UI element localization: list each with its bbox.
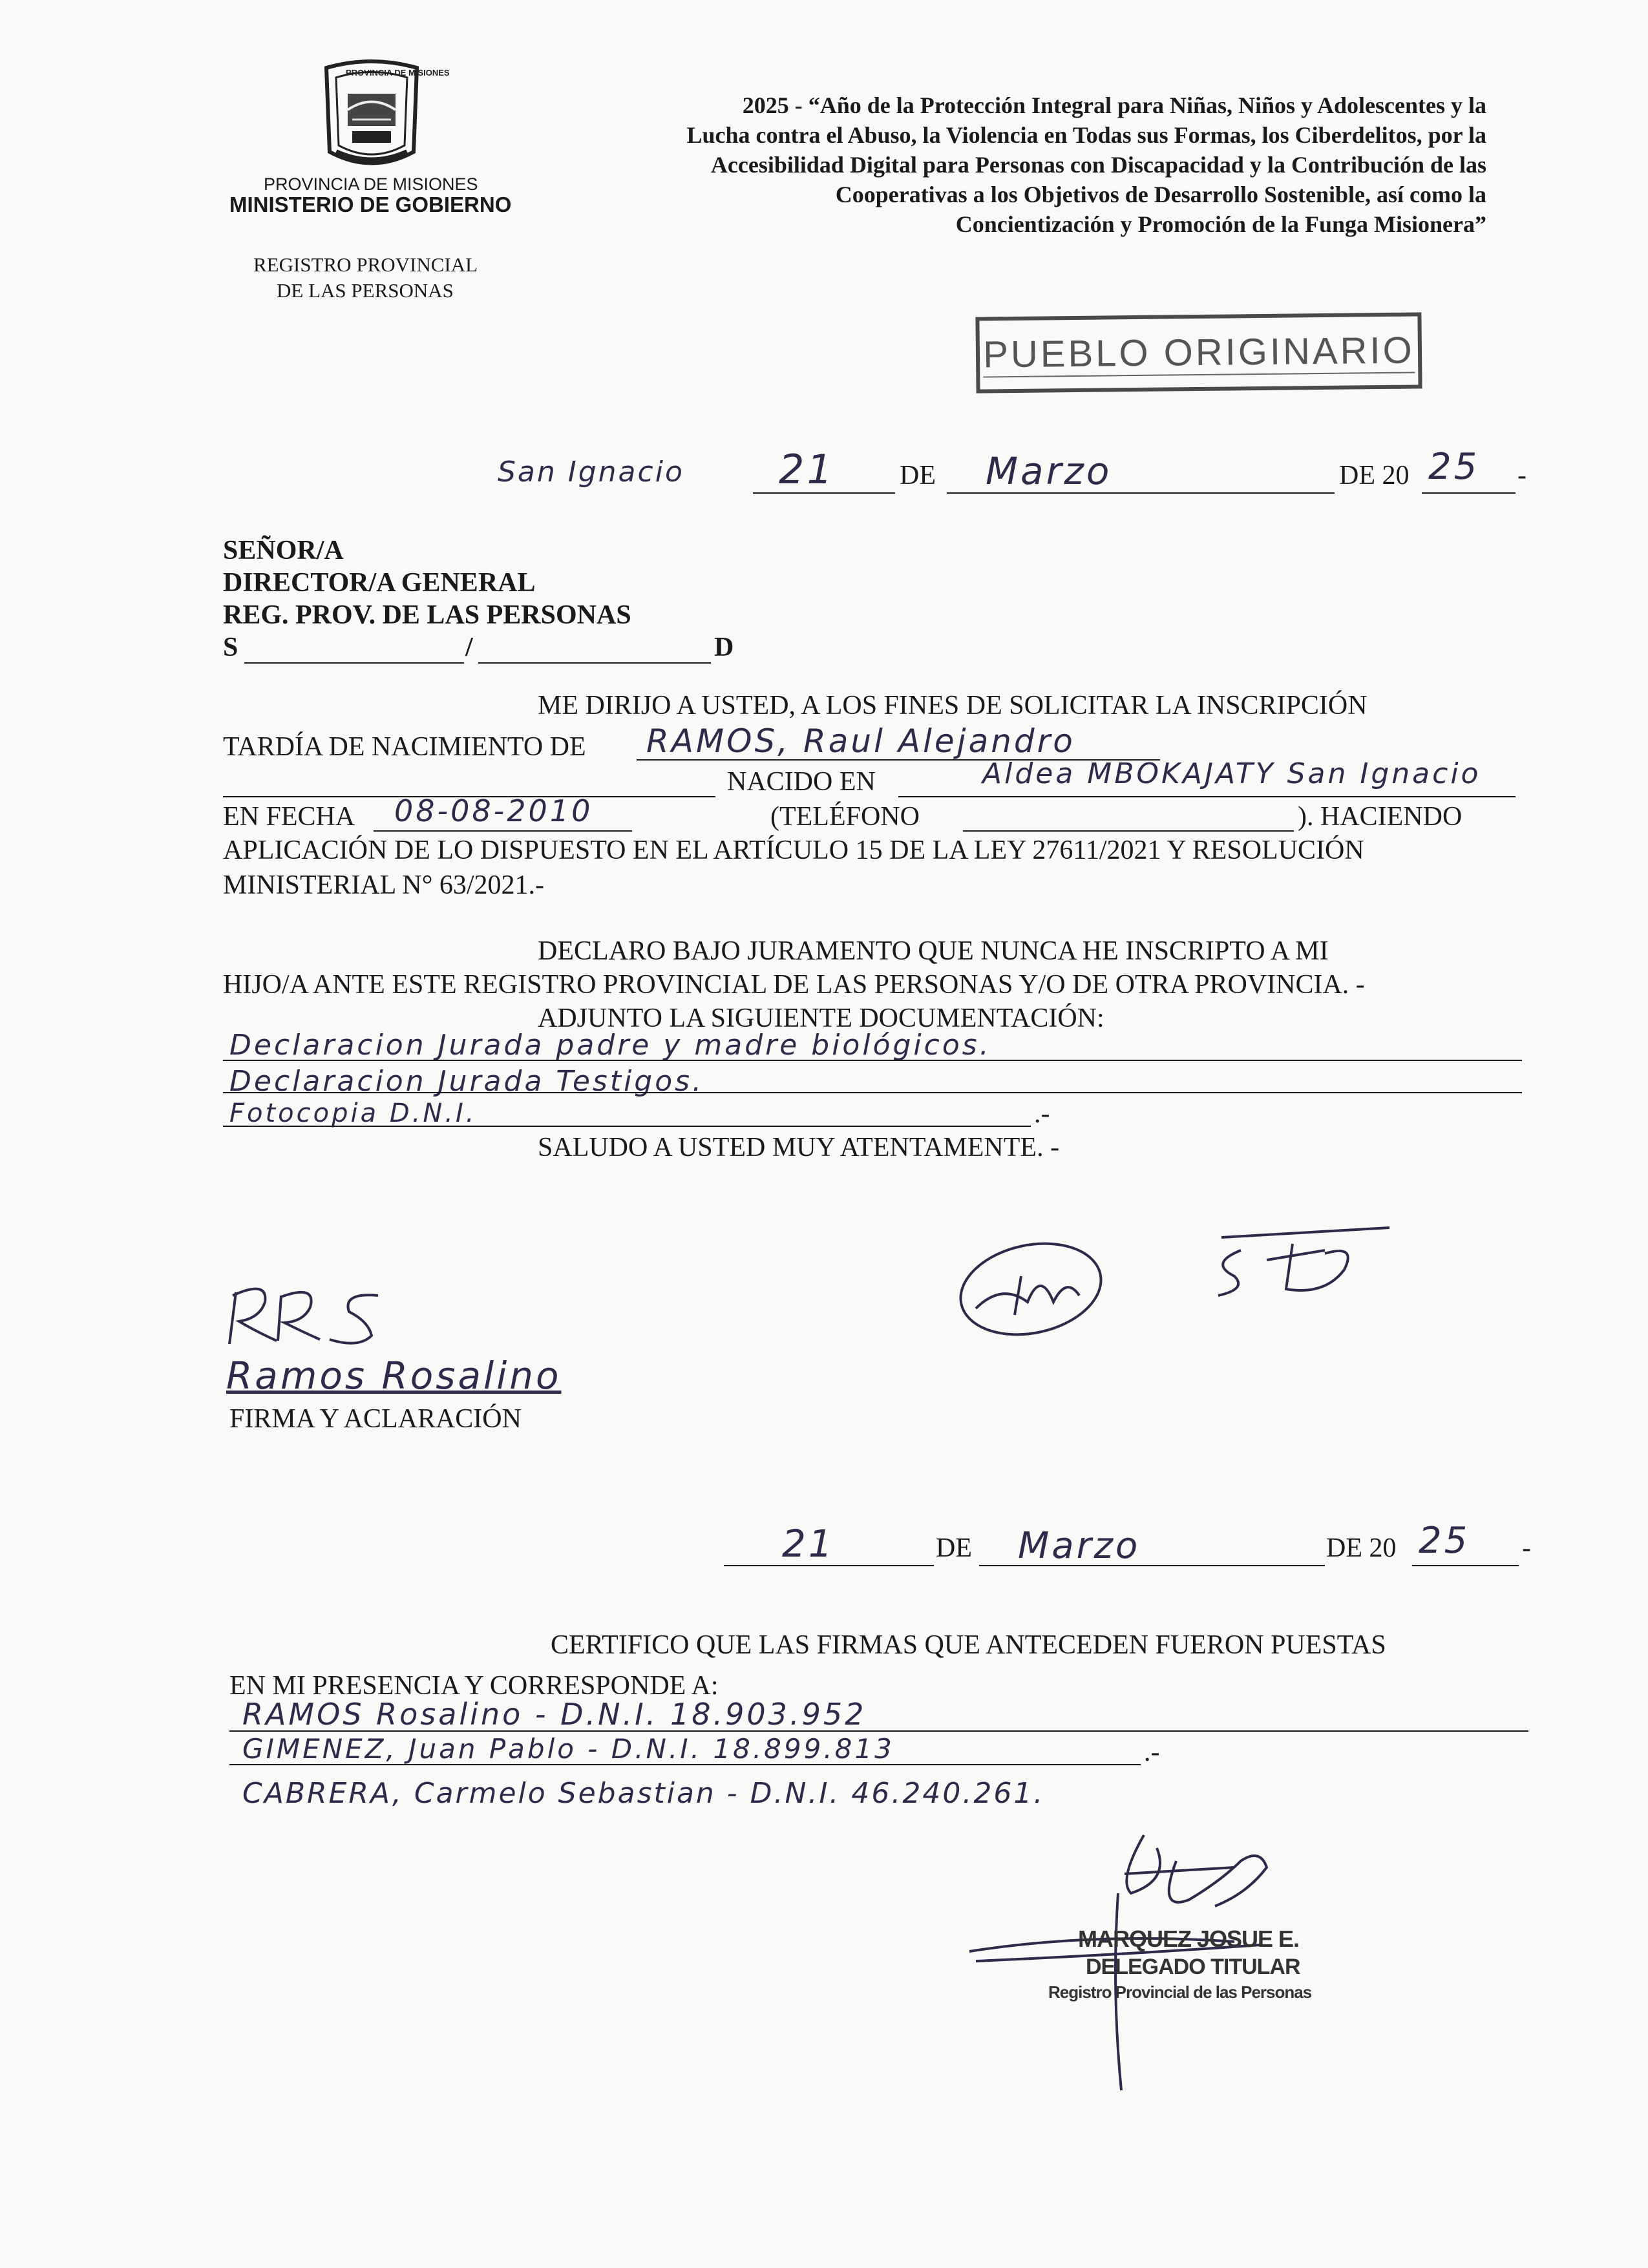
document-end: .- — [1034, 1099, 1050, 1129]
year-prefix: DE 20 — [1339, 461, 1410, 490]
addressee-line3: REG. PROV. DE LAS PERSONAS — [223, 600, 631, 630]
pueblo-originario-stamp — [975, 312, 1422, 393]
official-title: DELEGADO TITULAR — [1086, 1955, 1300, 1979]
cert-day-value: 21 — [782, 1522, 835, 1566]
document-item-1: Declaracion Jurada padre y madre biológicos. — [229, 1029, 991, 1062]
request-intro: ME DIRIJO A USTED, A LOS FINES DE SOLICITAR LA INSCRIPCIÓN — [538, 691, 1368, 720]
cert-de-label: DE — [936, 1533, 972, 1563]
province-name: PROVINCIA DE MISIONES — [264, 174, 478, 194]
d-label: D — [714, 633, 734, 662]
document-item-2: Declaracion Jurada Testigos. — [229, 1065, 704, 1098]
de-label: DE — [900, 461, 936, 490]
tardia-label: TARDÍA DE NACIMIENTO DE — [223, 732, 586, 762]
request-line5: MINISTERIAL N° 63/2021.- — [223, 870, 545, 900]
document-item-3: Fotocopia D.N.I. — [229, 1098, 477, 1128]
cert-year-value: 25 — [1419, 1520, 1470, 1562]
year-value: 25 — [1428, 446, 1480, 488]
s-label: S — [223, 633, 238, 662]
date-end: - — [1517, 461, 1527, 490]
slash: / — [465, 633, 473, 662]
official-office: Registro Provincial de las Personas — [1048, 1982, 1312, 2002]
addressee-line1: SEÑOR/A — [223, 536, 344, 565]
declaration-line1: DECLARO BAJO JURAMENTO QUE NUNCA HE INSCRIPTO A MI — [538, 936, 1329, 966]
registry-name-line2: DE LAS PERSONAS — [277, 279, 454, 302]
day-value: 21 — [779, 446, 835, 493]
cert-month-value: Marzo — [1018, 1525, 1141, 1567]
signer-signature — [220, 1276, 414, 1350]
signer-name: Ramos Rosalino — [226, 1354, 562, 1398]
certification-line1: CERTIFICO QUE LAS FIRMAS QUE ANTECEDEN FUERON PUESTAS — [551, 1630, 1386, 1660]
birthplace-value: Aldea MBOKAJATY San Ignacio — [982, 757, 1481, 790]
cert-date-end: - — [1522, 1533, 1531, 1563]
witness-signature-1 — [950, 1231, 1112, 1341]
registry-name-line1: REGISTRO PROVINCIAL — [253, 253, 478, 276]
pueblo-stamp-text: PUEBLO ORIGINARIO — [983, 328, 1415, 377]
month-value: Marzo — [986, 449, 1112, 493]
closing-line: SALUDO A USTED MUY ATENTAMENTE. - — [538, 1133, 1060, 1162]
certified-person-3: CABRERA, Carmelo Sebastian - D.N.I. 46.240.261. — [242, 1777, 1045, 1810]
declaration-line2: HIJO/A ANTE ESTE REGISTRO PROVINCIAL DE LAS PERSONAS Y/O DE OTRA PROVINCIA. - — [223, 970, 1365, 1000]
official-name: MARQUEZ JOSUE E. — [1078, 1926, 1300, 1952]
witness-signature-2 — [1196, 1224, 1409, 1302]
place-value: San Ignacio — [498, 456, 684, 488]
fecha-label: EN FECHA — [223, 802, 355, 832]
certified-person-1: RAMOS Rosalino - D.N.I. 18.903.952 — [242, 1697, 867, 1732]
logo-ring-text: PROVINCIA DE MISIONES — [346, 68, 450, 78]
haciendo-text: ). HACIENDO — [1298, 802, 1463, 832]
request-line4: APLICACIÓN DE LO DISPUESTO EN EL ARTÍCULO 15 DE LA LEY 27611/2021 Y RESOLUCIÓN — [223, 835, 1364, 865]
certified-person-2: GIMENEZ, Juan Pablo - D.N.I. 18.899.813 — [242, 1733, 894, 1765]
declaration-line3: ADJUNTO LA SIGUIENTE DOCUMENTACIÓN: — [538, 1003, 1104, 1033]
child-name-value: RAMOS, Raul Alejandro — [646, 722, 1075, 760]
nacido-label: NACIDO EN — [727, 767, 876, 797]
cert-year-prefix: DE 20 — [1326, 1533, 1397, 1563]
firma-label: FIRMA Y ACLARACIÓN — [229, 1404, 522, 1434]
certification-end: .- — [1144, 1738, 1160, 1767]
addressee-line2: DIRECTOR/A GENERAL — [223, 568, 536, 598]
ministry-name: MINISTERIO DE GOBIERNO — [229, 193, 512, 216]
birth-date-value: 08-08-2010 — [394, 793, 593, 828]
certification-line2: EN MI PRESENCIA Y CORRESPONDE A: — [229, 1671, 719, 1701]
telefono-label: (TELÉFONO — [770, 802, 920, 832]
year-motto: 2025 - “Año de la Protección Integral para Niñas, Niños y Adolescentes y la Lucha contra el Abuso, la Violencia en Todas sus Formas, los Ciberdelitos, por la Accesibilidad Digital para Personas con Discapacidad y la Contribución de las Cooperativas a los Objetivos de Desarrollo Sostenible, así como la Concientización y Promoción de la Funga Misionera” — [686, 92, 1486, 237]
